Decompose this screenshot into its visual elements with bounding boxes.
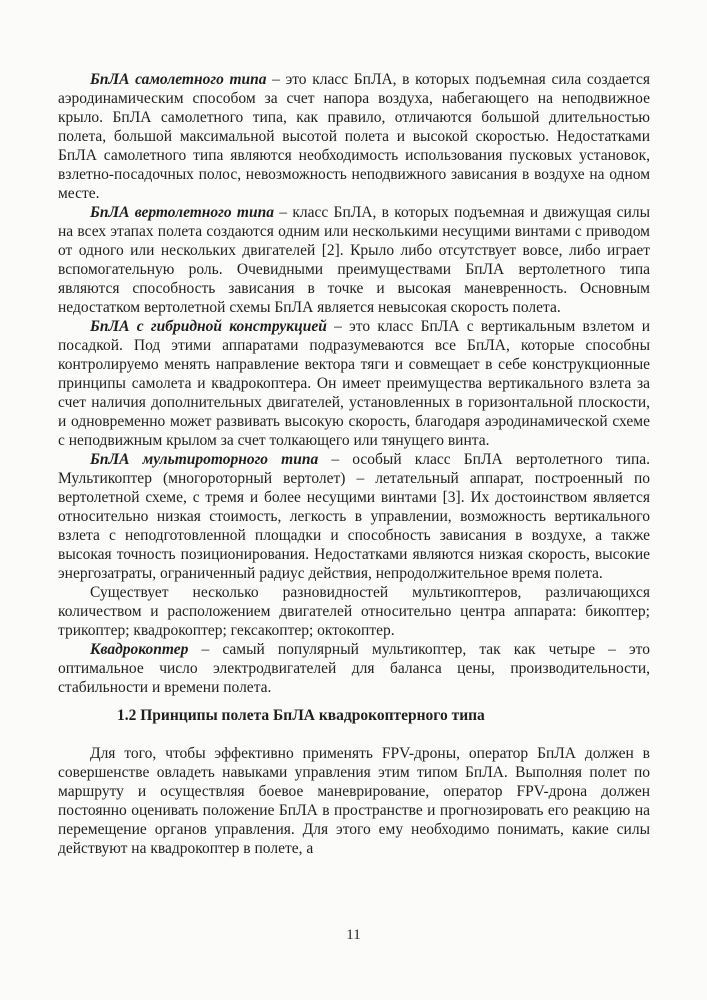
paragraph-lead-term: БпЛА самолетного типа [90,71,267,88]
paragraph-text: Существует несколько разновидностей мультикоптеров, различающихся количеством и расположением двигателей относительно центра аппарата: бикоптер; трикоптер; квадрокоптер; гексакоптер; октокоптер. [58,584,650,639]
paragraph-text: – это класс БпЛА, в которых подъемная сила создается аэродинамическим способом за счет напора воздуха, набегающего на неподвижное крыло. БпЛА самолетного типа, как правило, отличаются большой длительностью полета, большой максимальной высотой полета и высокой скоростью. Недостатками БпЛА самолетного типа являются необходимость использования пусковых установок, взлетно-посадочных полос, невозможность неподвижного зависания в воздухе на одном месте. [58,71,650,202]
paragraph-text: – это класс БпЛА с вертикальным взлетом и посадкой. Под этими аппаратами подразумеваются все БпЛА, которые способны контролируемо менять направление вектора тяги и совмещает в себе конструкционные принципы самолета и квадрокоптера. Он имеет преимущества вертикального взлета за счет наличия дополнительных двигателей, установленных в горизонтальной плоскости, и одновременно может развивать высокую скорость, благодаря аэродинамической схеме с неподвижным крылом за счет толкающего или тянущего винта. [58,318,650,449]
page-text-block [58,70,650,858]
paragraph-uav-multirotor-type [58,450,650,583]
paragraph-uav-hybrid-type [58,317,650,450]
paragraph-fpv-flight-principles [58,744,650,858]
section-heading-1-2: 1.2 Принципы полета БпЛА квадрокоптерного типа [117,707,485,724]
page-number: 11 [346,927,361,943]
paragraph-text: Для того, чтобы эффективно применять FPV-дроны, оператор БпЛА должен в совершенстве овладеть навыками управления этим типом БпЛА. Выполняя полет по маршруту и осуществляя боевое маневрирование, оператор FPV-дрона должен постоянно оценивать положение БпЛА в пространстве и прогнозировать его реакцию на перемещение органов управления. Для этого ему необходимо понимать, какие силы действуют на квадрокоптер в полете, а [58,745,650,857]
paragraph-multicopter-varieties [58,583,650,640]
paragraph-text: – класс БпЛА, в которых подъемная и движущая силы на всех этапах полета создаются одним или несколькими несущими винтами с приводом от одного или нескольких двигателей [2]. Крыло либо отсутствует вовсе, либо играет вспомогательную роль. Очевидными преимуществами БпЛА вертолетного типа являются способность зависания в точке и высокая маневренность. Основным недостатком вертолетной схемы БпЛА является невысокая скорость полета. [58,204,650,316]
paragraph-quadcopter [58,640,650,697]
paragraph-lead-term: БпЛА вертолетного типа [90,204,274,221]
paragraph-uav-airplane-type [58,70,650,203]
paragraph-text: – самый популярный мультикоптер, так как четыре – это оптимальное число электродвигателей для баланса цены, производительности, стабильности и времени полета. [58,641,650,696]
paragraph-lead-term: Квадрокоптер [90,641,189,658]
paragraph-uav-helicopter-type [58,203,650,317]
paragraph-lead-term: БпЛА с гибридной конструкцией [90,318,327,335]
paragraph-lead-term: БпЛА мультироторного типа [90,451,319,468]
paragraph-text: – особый класс БпЛА вертолетного типа. Мультикоптер (многороторный вертолет) – летательный аппарат, построенный по вертолетной схеме, с тремя и более несущими винтами [3]. Их достоинством является относительно низкая стоимость, легкость в управлении, возможность вертикального взлета с неподготовленной площадки и способность зависания в воздухе, а также высокая точность позиционирования. Недостатками являются низкая скорость, высокие энергозатраты, ограниченный радиус действия, непродолжительное время полета. [58,451,650,582]
